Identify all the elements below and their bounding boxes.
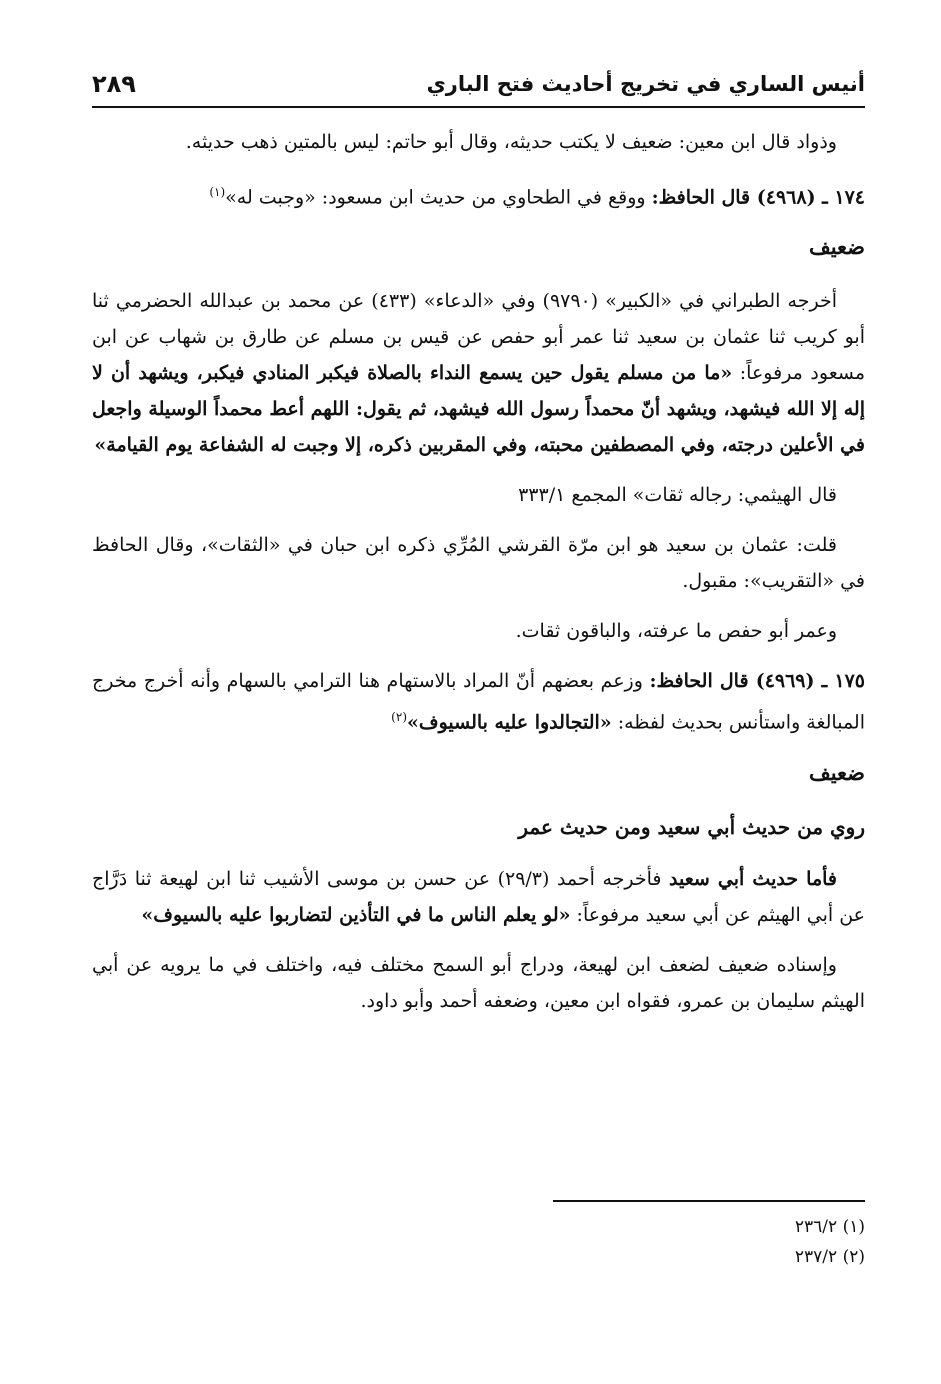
- footnote: (١) ٢٣٦/٢: [794, 1217, 865, 1237]
- footnotes: [92, 1200, 865, 1272]
- footnote: (٢) ٢٣٧/٢: [794, 1247, 865, 1267]
- footnote-ref: (١): [209, 185, 226, 199]
- subheading: روي من حديث أبي سعيد ومن حديث عمر: [518, 814, 865, 839]
- paragraph: وعمر أبو حفص ما عرفته، والباقون ثقات.: [515, 620, 837, 643]
- entry-text: ووقع في الطحاوي من حديث ابن مسعود: «وجبت له»: [225, 186, 652, 209]
- grade-label: ضعيف: [808, 759, 865, 785]
- takhrij-text: فأخرجه أحمد (٢٩/٣) عن حسن بن موسى الأشيب ثنا ابن لهيعة ثنا دَرَّاج عن أبي الهيثم عن أبي سعيد مرفوعاً:: [92, 867, 865, 926]
- takhrij-text: أخرجه الطبراني في «الكبير» (٩٧٩٠) وفي «الدعاء» (٤٣٣) عن محمد بن عبدالله الحضرمي ثنا أبو كريب ثنا عثمان بن سعيد ثنا عمر أبو حفص عن قيس بن مسلم عن طارق بن شهاب عن ابن مسعود مرفوعاً:: [92, 290, 866, 385]
- lead-in: فأما حديث أبي سعيد: [669, 867, 838, 890]
- entry-number: ١٧٤ ـ (٤٩٦٨) قال الحافظ:: [651, 186, 865, 209]
- entry-174: [92, 174, 865, 215]
- paragraph: [92, 861, 865, 933]
- running-header: [92, 62, 865, 108]
- book-title: أنيس الساري في تخريج أحاديث فتح الباري: [426, 72, 865, 96]
- entry-number: ١٧٥ ـ (٤٩٦٩) قال الحافظ:: [649, 670, 865, 693]
- main-text: [92, 124, 865, 1033]
- hadith-text: «ما من مسلم يقول حين يسمع النداء بالصلاة فيكبر المنادي فيكبر، ويشهد أن لا إله إلا الله فيشهد، ويشهد أنّ محمداً رسول الله فيشهد، ثم يقول: اللهم أعط محمداً الوسيلة واجعل في الأعلين درجته، وفي المصطفين محبته، وفي المقربين ذكره، إلا وجبت له الشفاعة يوم القيامة»: [92, 362, 865, 457]
- page-number: ٢٨٩: [92, 70, 136, 98]
- hadith-text: «لو يعلم الناس ما في التأذين لتضاربوا عليه بالسيوف»: [141, 903, 571, 926]
- footnote-ref: (٢): [391, 710, 407, 725]
- footnote-divider: [553, 1200, 865, 1202]
- paragraph: [92, 283, 865, 463]
- paragraph: قال الهيثمي: رجاله ثقات» المجمع ٣٣٣/١: [518, 484, 837, 507]
- paragraph: وإسناده ضعيف لضعف ابن لهيعة، ودراج أبو السمح مختلف فيه، واختلف في ما يرويه عن أبي الهيثم سليمان بن عمرو، فقواه ابن معين، وضعفه أحمد وأبو داود.: [92, 953, 865, 1012]
- paragraph: وذواد قال ابن معين: ضعيف لا يكتب حديثه، وقال أبو حاتم: ليس بالمتين ذهب حديثه.: [185, 131, 837, 153]
- entry-175: [92, 663, 865, 740]
- hadith-text: «التجالدوا عليه بالسيوف»: [407, 711, 612, 734]
- entry-text: وزعم بعضهم أنّ المراد بالاستهام هنا الترامي بالسهام وأنه أخرج مخرج المبالغة واستأنس بحديث لفظه:: [92, 670, 865, 734]
- paragraph: قلت: عثمان بن سعيد هو ابن مرّة القرشي المُرِّي ذكره ابن حبان في «الثقات»، وقال الحافظ في «التقريب»: مقبول.: [92, 534, 865, 593]
- grade-label: ضعيف: [808, 234, 865, 260]
